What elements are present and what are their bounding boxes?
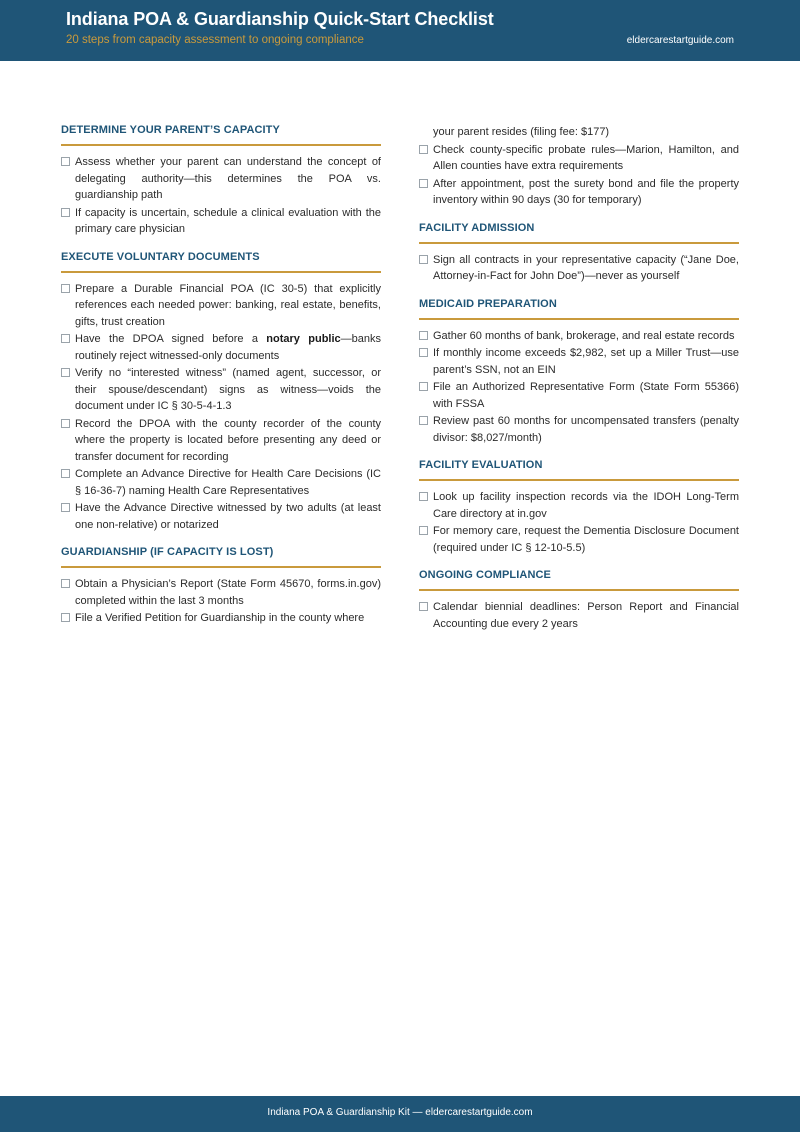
checklist-item xyxy=(419,413,739,446)
section-facility-evaluation xyxy=(419,452,739,556)
page-title: Indiana POA & Guardianship Quick-Start Checklist xyxy=(66,9,494,29)
section-medicaid-preparation xyxy=(419,291,739,447)
checklist-item-text: Gather 60 months of bank, brokerage, and real estate records xyxy=(433,329,735,342)
checkbox-icon[interactable] xyxy=(61,419,70,428)
checklist-item-text: Record the DPOA with the county recorder of the county where the property is located before presenting any deed or transfer document for recording xyxy=(75,417,381,463)
checkbox-icon[interactable] xyxy=(419,145,428,154)
checkbox-icon[interactable] xyxy=(419,526,428,535)
checklist-item-text: Complete an Advance Directive for Health Care Decisions (IC § 16-36-7) naming Health Care Representatives xyxy=(75,468,381,497)
checklist-item-text: For memory care, request the Dementia Disclosure Document (required under IC § 12-10-5.5) xyxy=(433,525,739,554)
checklist-item-text: Prepare a Durable Financial POA (IC 30-5) that explicitly references each needed power: banking, real estate, benefits, gifts, trust creation xyxy=(75,282,381,328)
checklist-item-text: If capacity is uncertain, schedule a clinical evaluation with the primary care physician xyxy=(75,206,381,235)
checkbox-icon[interactable] xyxy=(419,348,428,357)
checkbox-icon[interactable] xyxy=(61,208,70,217)
notary-item-pre: Have the DPOA signed before a xyxy=(75,333,267,345)
left-column xyxy=(61,117,381,633)
section-guardianship xyxy=(61,539,381,627)
checklist-item xyxy=(419,523,739,556)
checklist-item xyxy=(61,576,381,609)
checklist-item xyxy=(419,489,739,522)
checkbox-icon[interactable] xyxy=(61,334,70,343)
section-title: MEDICAID PREPARATION xyxy=(419,291,739,320)
checklist-item xyxy=(61,331,381,364)
section-voluntary-documents xyxy=(61,244,381,534)
checklist-item xyxy=(61,281,381,331)
checkbox-icon[interactable] xyxy=(419,382,428,391)
checklist-item xyxy=(61,365,381,415)
section-title: FACILITY ADMISSION xyxy=(419,215,739,244)
checklist-item-text: Verify no “interested witness” (named agent, successor, or their spouse/descendant) signs as witness—voids the document under IC § 30-5-4-1.3 xyxy=(75,367,381,412)
checklist-item-text: Look up facility inspection records via the IDOH Long-Term Care directory at in.gov xyxy=(433,491,739,520)
section-title: GUARDIANSHIP (IF CAPACITY IS LOST) xyxy=(61,539,381,568)
checklist-item-text: Calendar biennial deadlines: Person Report and Financial Accounting due every 2 years xyxy=(433,601,739,630)
section-title: ONGOING COMPLIANCE xyxy=(419,562,739,591)
checklist-item xyxy=(419,142,739,175)
header-site-link: eldercarestartguide.com xyxy=(626,35,734,46)
checkbox-icon[interactable] xyxy=(61,157,70,166)
checklist-item-text xyxy=(75,331,381,364)
checkbox-icon[interactable] xyxy=(419,602,428,611)
checkbox-icon[interactable] xyxy=(419,492,428,501)
section-facility-admission xyxy=(419,215,739,285)
checklist-item xyxy=(419,176,739,209)
checkbox-icon[interactable] xyxy=(61,503,70,512)
checklist-item xyxy=(419,252,739,285)
section-title: FACILITY EVALUATION xyxy=(419,452,739,481)
notary-item-bold: notary public xyxy=(266,333,341,345)
checklist-item xyxy=(61,205,381,238)
footer-text: Indiana POA & Guardianship Kit — eldercarestartguide.com xyxy=(267,1107,533,1118)
checklist-item xyxy=(419,345,739,378)
section-capacity xyxy=(61,117,381,238)
page-subtitle: 20 steps from capacity assessment to ongoing compliance xyxy=(66,34,364,46)
right-column xyxy=(419,124,739,638)
checkbox-icon[interactable] xyxy=(61,469,70,478)
checklist-item xyxy=(419,379,739,412)
checklist-item-text: Have the Advance Directive witnessed by two adults (at least one non-relative) or notarized xyxy=(75,502,381,531)
checkbox-icon[interactable] xyxy=(61,368,70,377)
checklist-item-text: your parent resides (filing fee: $177) xyxy=(433,126,610,138)
page-footer xyxy=(0,1096,800,1132)
checklist-item-text: Check county-specific probate rules—Marion, Hamilton, and Allen counties have extra requirements xyxy=(433,143,739,172)
checkbox-icon[interactable] xyxy=(419,416,428,425)
checklist-item xyxy=(61,466,381,499)
checklist-item-text: File a Verified Petition for Guardianship in the county where xyxy=(75,612,365,624)
checklist-item-continuation xyxy=(419,124,739,141)
checkbox-icon[interactable] xyxy=(61,579,70,588)
section-title: DETERMINE YOUR PARENT’S CAPACITY xyxy=(61,117,381,146)
checklist-item xyxy=(61,416,381,466)
checkbox-icon[interactable] xyxy=(419,179,428,188)
checklist-item xyxy=(61,610,381,627)
section-ongoing-compliance xyxy=(419,562,739,632)
checklist-item xyxy=(61,500,381,533)
checklist-item xyxy=(419,328,739,345)
notary-item-post: —banks routinely reject witnessed-only documents xyxy=(75,333,381,362)
page-header xyxy=(0,0,800,61)
section-guardianship-continued xyxy=(419,124,739,209)
checkbox-icon[interactable] xyxy=(61,284,70,293)
section-title: EXECUTE VOLUNTARY DOCUMENTS xyxy=(61,244,381,273)
checklist-item-text: Obtain a Physician’s Report (State Form 45670, forms.in.gov) completed within the last 3 months xyxy=(75,578,381,607)
checklist-item-text: After appointment, post the surety bond and file the property inventory within 90 days (30 for temporary) xyxy=(433,177,739,206)
checkbox-icon[interactable] xyxy=(61,613,70,622)
checklist-item-text: If monthly income exceeds $2,982, set up a Miller Trust—use parent’s SSN, not an EIN xyxy=(433,347,739,376)
checklist-item-text: File an Authorized Representative Form (State Form 55366) with FSSA xyxy=(433,381,739,410)
checklist-item xyxy=(419,599,739,632)
checklist-item-text: Sign all contracts in your representative capacity (“Jane Doe, Attorney-in-Fact for John Doe”)—never as yourself xyxy=(433,253,739,282)
checkbox-icon[interactable] xyxy=(419,331,428,340)
checkbox-icon[interactable] xyxy=(419,255,428,264)
checklist-item-text: Review past 60 months for uncompensated transfers (penalty divisor: $8,027/month) xyxy=(433,415,739,444)
checklist-item xyxy=(61,154,381,204)
checklist-item-text: Assess whether your parent can understand the concept of delegating authority—this determines the POA vs. guardianship path xyxy=(75,156,381,201)
